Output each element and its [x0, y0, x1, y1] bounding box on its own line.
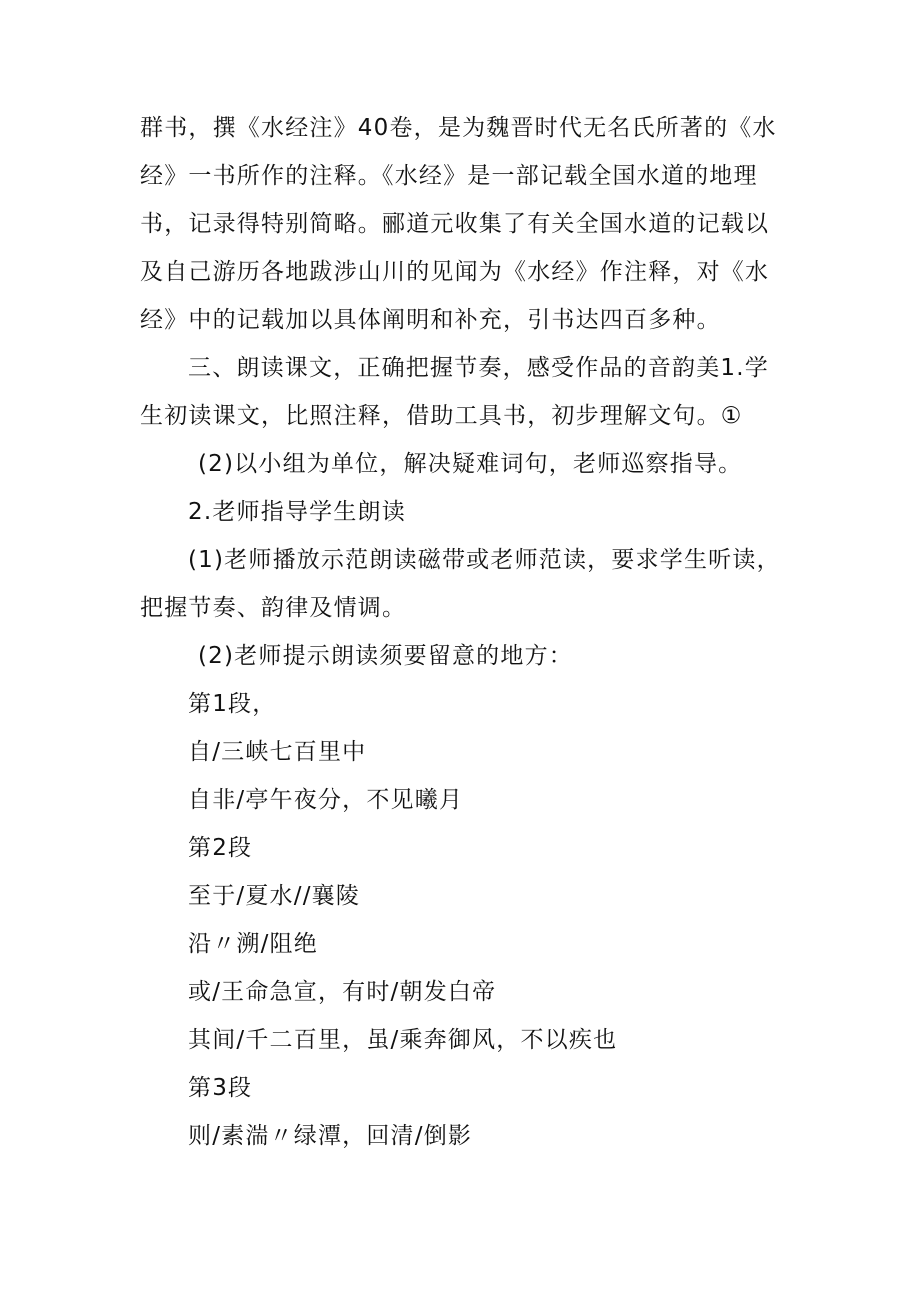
line-paragraph-three-heading: 第3段	[188, 1075, 253, 1101]
document-body	[140, 104, 790, 1160]
line-distance-speed: 其间/千二百里，虽/乘奔御风，不以疾也	[188, 1027, 618, 1053]
line-green-pool: 则/素湍〃绿潭，回清/倒影	[188, 1123, 473, 1149]
line-blocked-route: 沿〃溯/阻绝	[188, 931, 318, 957]
paragraph-group-work: (2)以小组为单位，解决疑难词句，老师巡察指导。	[198, 451, 743, 477]
paragraph-teacher-guidance: 2.老师指导学生朗读	[188, 499, 406, 525]
line-paragraph-one-heading: 第1段，	[188, 691, 277, 717]
paragraph-section-three: 三、朗读课文，正确把握节奏，感受作品的音韵美1.学生初读课文，比照注释，借助工具书，初步理解文句。①	[140, 355, 769, 429]
paragraph-reading-points: (2)老师提示朗读须要留意的地方：	[198, 643, 573, 669]
line-royal-order: 或/王命急宣，有时/朝发白帝	[188, 979, 497, 1005]
line-three-gorges: 自/三峡七百里中	[188, 739, 367, 765]
paragraph-model-reading: (1)老师播放示范朗读磁带或老师范读，要求学生听读，把握节奏、韵律及情调。	[140, 547, 781, 621]
line-moon-sunlight: 自非/亭午夜分，不见曦月	[188, 787, 464, 813]
line-paragraph-two-heading: 第2段	[188, 835, 253, 861]
line-summer-water: 至于/夏水//襄陵	[188, 883, 361, 909]
paragraph-shui-jing-zhu: 群书，撰《水经注》40卷，是为魏晋时代无名氏所著的《水经》一书所作的注释。《水经》是一部记载全国水道的地理书，记录得特别简略。郦道元收集了有关全国水道的记载以及自己游历各地跋涉山川的见闻为《水经》作注释，对《水经》中的记载加以具体阐明和补充，引书达四百多种。	[140, 115, 777, 333]
